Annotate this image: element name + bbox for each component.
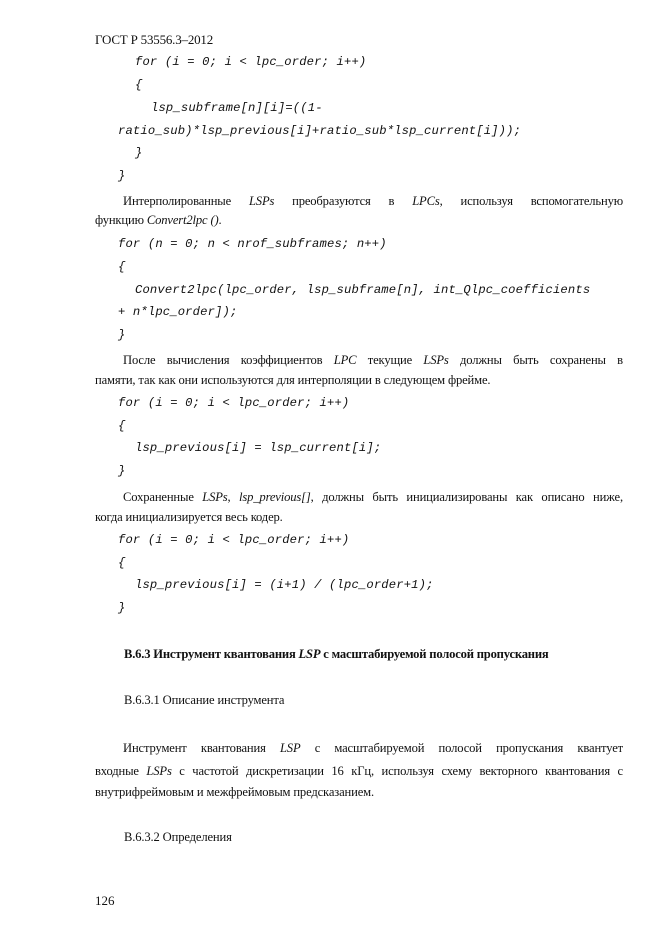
paragraph-interpolation-cont: функцию Convert2lpc ().: [95, 213, 222, 227]
paragraph-interpolation: Интерполированные LSPs преобразуются в LPCs, используя вспомогательную: [123, 194, 623, 208]
page-number: 126: [95, 893, 115, 908]
paragraph-tool-description: Инструмент квантования LSP с масштабируемой полосой пропускания квантует: [123, 741, 624, 755]
code-line: {: [118, 556, 126, 570]
code-line: lsp_previous[i] = (i+1) / (lpc_order+1);: [135, 578, 434, 592]
document-header: ГОСТ Р 53556.3–2012: [95, 32, 214, 47]
code-line: Convert2lpc(lpc_order, lsp_subframe[n], int_Qlpc_coefficients: [135, 283, 591, 297]
code-line: for (i = 0; i < lpc_order; i++): [118, 396, 350, 410]
code-line: {: [135, 78, 143, 92]
paragraph-lpc-save-cont: памяти, так как они используются для интерполяции в следующем фрейме.: [95, 373, 491, 387]
paragraph-initialization: Сохраненные LSPs, lsp_previous[], должны быть инициализированы как описано ниже,: [123, 490, 623, 504]
subsection-title-definitions: B.6.3.2 Определения: [124, 830, 232, 844]
code-line: }: [118, 601, 126, 615]
code-line: + n*lpc_order]);: [118, 305, 238, 319]
code-line: for (i = 0; i < lpc_order; i++): [135, 55, 367, 69]
code-line: {: [118, 419, 126, 433]
paragraph-tool-description-line2: входные LSPs с частотой дискретизации 16 кГц, используя схему векторного квантования с: [95, 764, 623, 778]
section-heading: B.6.3 Инструмент квантования LSP с масштабируемой полосой пропускания: [124, 647, 549, 661]
code-line: }: [118, 464, 126, 478]
paragraph-tool-description-line3: внутрифреймовым и межфреймовым предсказанием.: [95, 785, 374, 799]
code-line: ratio_sub)*lsp_previous[i]+ratio_sub*lsp_current[i]));: [118, 124, 522, 138]
code-line: }: [135, 146, 143, 160]
code-line: }: [118, 169, 126, 183]
code-line: {: [118, 260, 126, 274]
code-line: for (n = 0; n < nrof_subframes; n++): [118, 237, 387, 251]
code-line: for (i = 0; i < lpc_order; i++): [118, 533, 350, 547]
code-line: lsp_previous[i] = lsp_current[i];: [135, 441, 382, 455]
paragraph-initialization-cont: когда инициализируется весь кодер.: [95, 510, 283, 524]
code-line: lsp_subframe[n][i]=((1-: [151, 101, 323, 115]
code-line: }: [118, 328, 126, 342]
subsection-title-description: B.6.3.1 Описание инструмента: [124, 693, 285, 707]
paragraph-lpc-save: После вычисления коэффициентов LPC текущие LSPs должны быть сохранены в: [123, 353, 623, 367]
